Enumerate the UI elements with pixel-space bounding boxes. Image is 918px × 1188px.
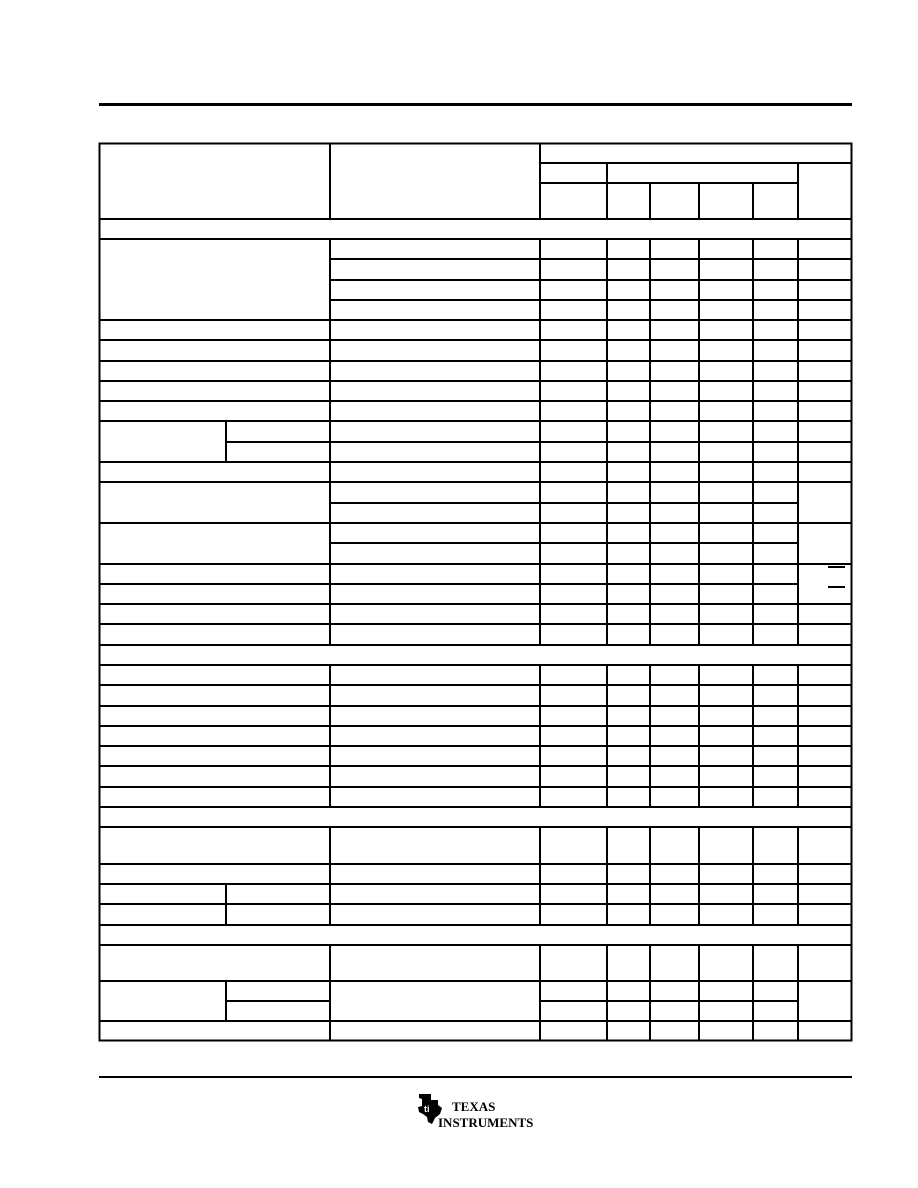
table-border [100,144,852,1041]
footer-rule [99,1076,852,1078]
texas-instruments-logo [416,1090,532,1130]
brand-line-1: TEXAS [452,1099,496,1114]
svg-text:ti: ti [424,1104,430,1114]
brand-line-2: INSTRUMENTS [438,1115,534,1130]
